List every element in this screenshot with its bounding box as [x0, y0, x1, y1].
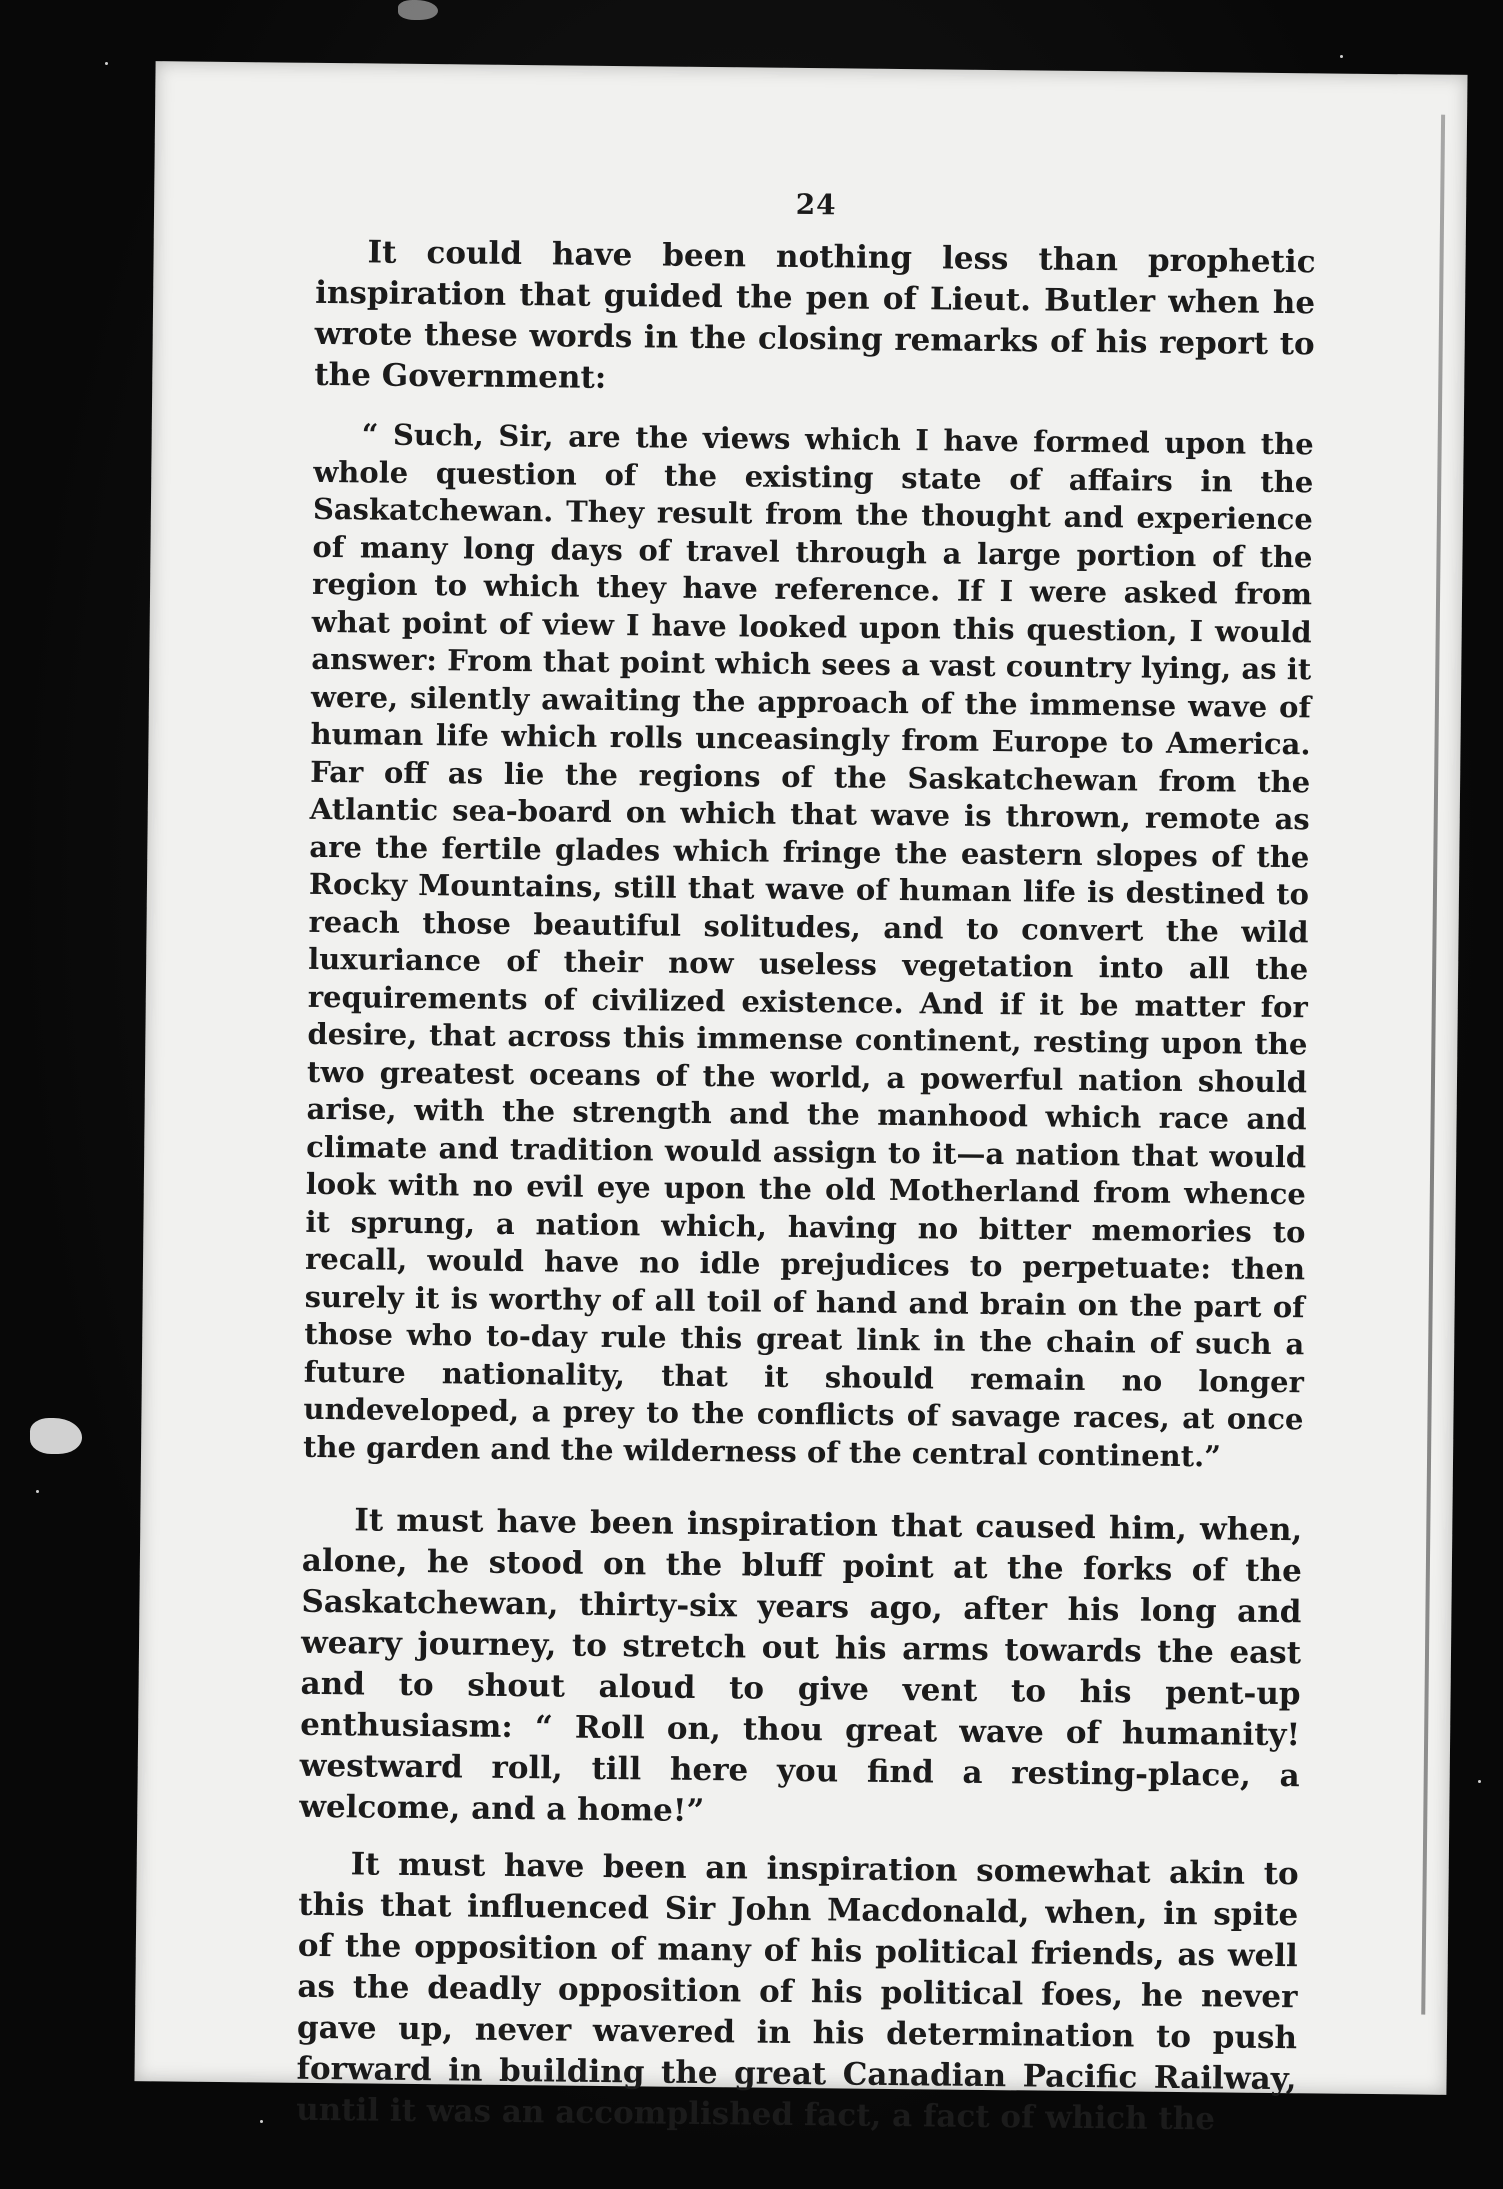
page-gutter-shadow: [1421, 115, 1445, 2015]
page-text-block: [296, 183, 1316, 2141]
paragraph-macdonald: It must have been an inspiration somewhat akin to this that influenced Sir John Macdonald, when, in spite of the opposition of many of his political friends, as well as the deadly opposition of his political foes, he never gave up, never wavered in his determination to push forward in building the great Canadian Pacific Railway, until it was an accomplished fact, a fact of which the: [295, 1846, 1299, 2138]
dust-speck: [1478, 1780, 1481, 1783]
dust-speck: [105, 62, 108, 65]
block-quote: “ Such, Sir, are the views which I have formed upon the whole question of the existing state of affairs in the Saskatchewan. They result from the thought and experience of many long days of travel through a large portion of the region to which they have reference. If I were asked from what point of view I have looked upon this question, I would answer: From that point which sees a vast country lying, as it were, silently awaiting the approach of the immense wave of human life which rolls unceasingly from Europe to America. Far off as lie the regions of the Saskatchewan from the Atlantic sea-board on which that wave is thrown, remote as are the fertile glades which fringe the eastern slopes of the Rocky Mountains, still that wave of human life is destined to reach those beautiful solitudes, and to convert the wild luxuriance of their now useless vegetation into all the requirements of civilized existence. And if it be matter for desire, that across this immense continent, resting upon the two greatest oceans of the world, a powerful nation should arise, with the strength and the manhood which race and climate and tradition would assign to it—a nation that would look with no evil eye upon the old Motherland from whence it sprung, a nation which, having no bitter memories to recall, would have no idle prejudices to perpetuate: then surely it is worthy of all toil of hand and brain on the part of those who to-day rule this great link in the chain of such a future nationality, that it should remain no longer undeveloped, a prey to the conflicts of savage races, at once the garden and the wilderness of the central continent.”: [302, 417, 1314, 1473]
paragraph-inspiration: It must have been inspiration that caused him, when, alone, he stood on the bluff point at the forks of the Saskatchewan, thirty-six years ago, after his long and weary journey, to stretch out his arms towards the east and to shout aloud to give vent to his pent-up enthusiasm: “ Roll on, thou great wave of humanity! westward roll, till here you find a resting-place, a welcome, and a home!”: [299, 1502, 1303, 1830]
paper-fragment: [398, 0, 438, 20]
paragraph-intro: It could have been nothing less than prophetic inspiration that guided the pen of Lieut. Butler when he wrote these words in the closing remarks of his report to the Government:: [314, 234, 1316, 396]
dust-speck: [1340, 55, 1343, 58]
dust-speck: [36, 1490, 39, 1493]
book-page: [134, 61, 1467, 2138]
dust-speck: [260, 2120, 263, 2123]
paper-fragment: [30, 1418, 82, 1454]
page-number: 24: [795, 187, 837, 222]
